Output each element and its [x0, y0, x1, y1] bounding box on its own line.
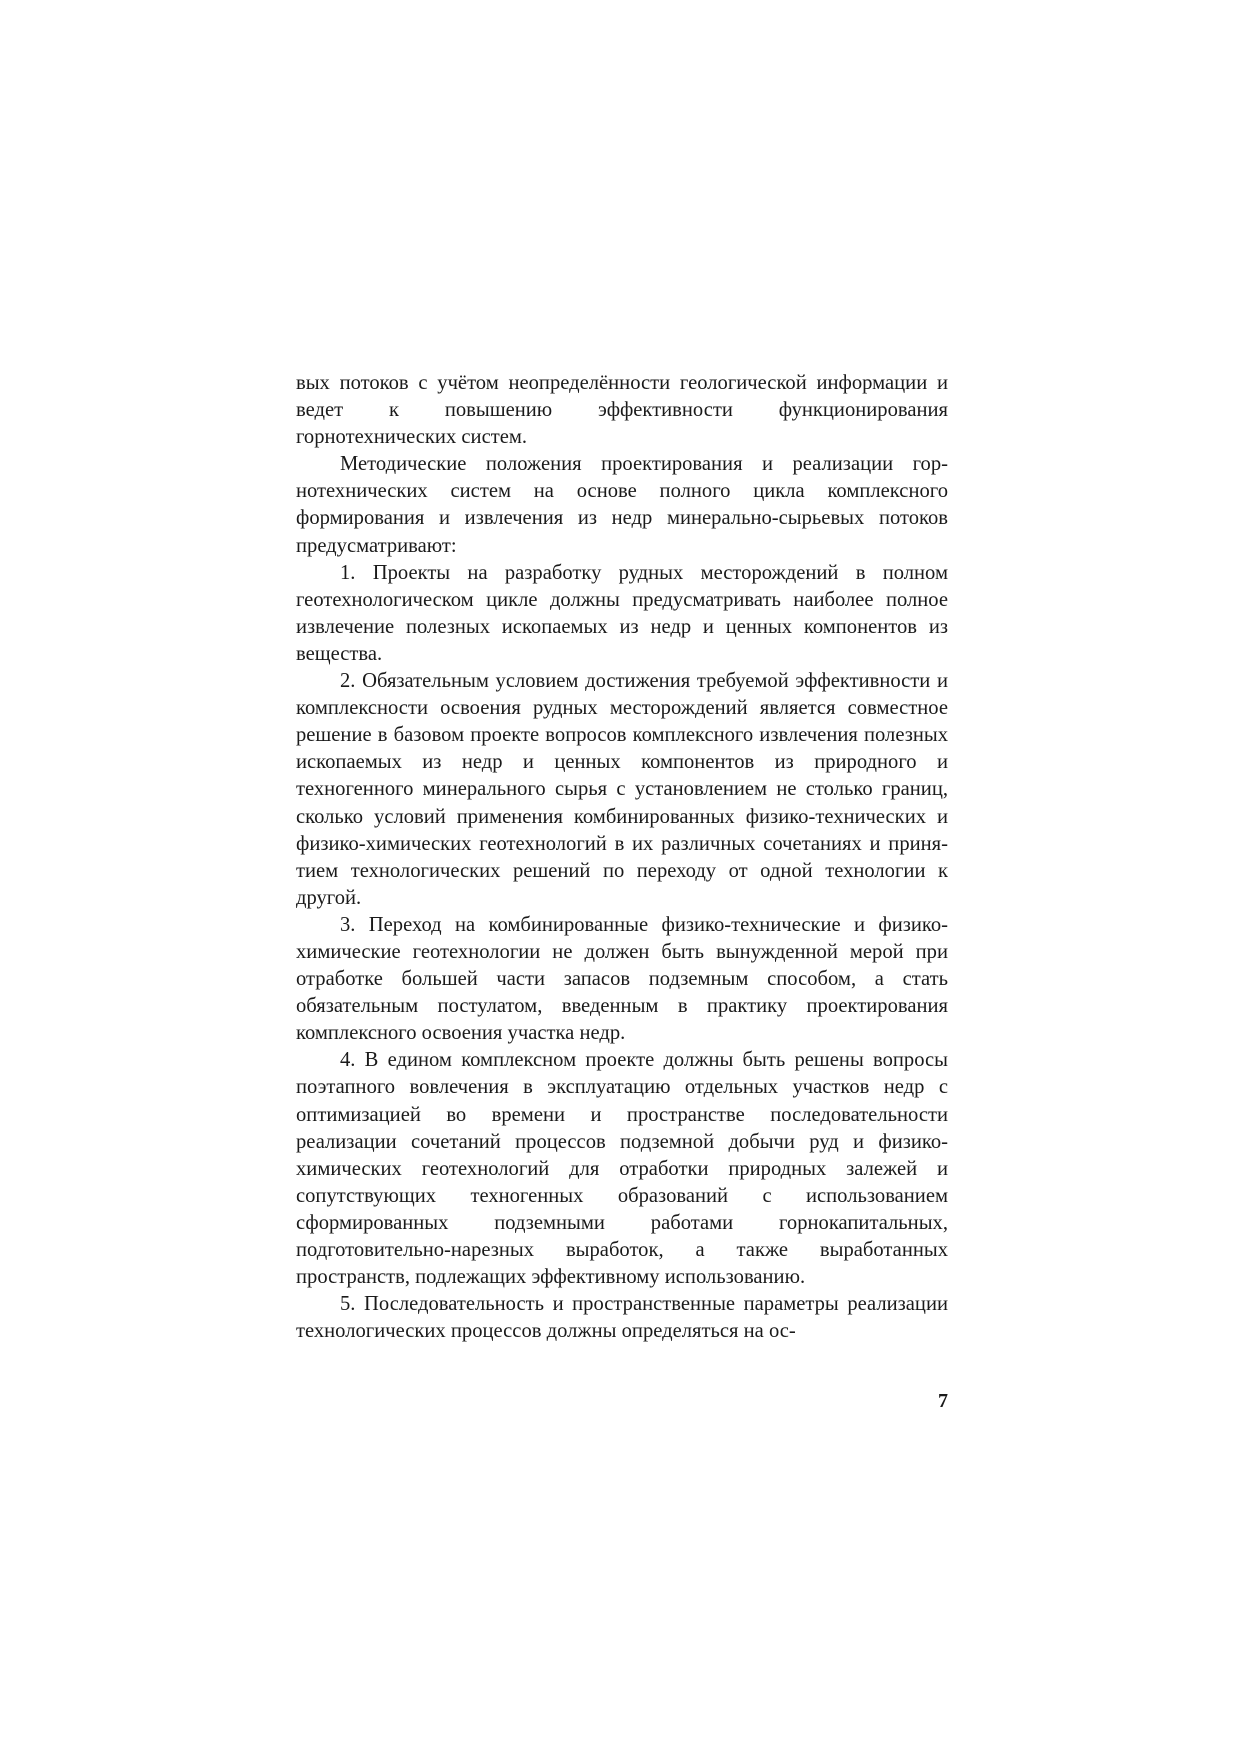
list-item-1: 1. Проекты на разработку рудных месторождений в полном геотехнологическом цикле должны предусматривать наиболее полное извлечение полезных ископаемых из недр и ценных компонентов из вещества.: [296, 561, 948, 665]
list-item-3: 3. Переход на комбинированные физико-технические и физико-химические геотехнологии не должен быть вынужденной мерой при отработке большей части запасов подземным способом, а стать обязательным постулатом, введенным в практику проектирования комплексного освоения участка недр.: [296, 913, 948, 1045]
paragraph-methodology-intro: Методические положения проектирования и реализации горнотехнических систем на основе полного цикла комплексного формирования и извлечения из недр минерально-сырьевых потоков предусматривают:: [296, 453, 948, 557]
page-number: 7: [938, 1390, 948, 1412]
list-item-5: 5. Последовательность и пространственные параметры реализации технологических процессов должны определяться на ос-: [296, 1293, 948, 1343]
list-item-4: 4. В едином комплексном проекте должны быть решены вопросы поэтапного вовлечения в эксплуатацию отдельных участков недр с оптимизацией во времени и пространстве последовательности реализации сочетаний процессов подземной добычи руд и физико-химических геотехнологий для отработки природных залежей и сопутствующих техногенных образований с использованием сформированных подземными работами горнокапитальных, подготовительно-нарезных выработок, а также выработанных пространств, подлежащих эффективному использованию.: [296, 1049, 948, 1289]
list-item-2: 2. Обязательным условием достижения требуемой эффективности и комплексности освоения рудных месторождений является совместное решение в базовом проекте вопросов комплексного извлечения полезных ископаемых из недр и ценных компонентов из природного и техногенного минерального сырья с установлением не столько границ, сколько условий применения комбинированных физико-технических и физико-химических геотехнологий в их различных сочетаниях и принятием технологических решений по переходу от одной технологии к другой.: [296, 670, 948, 909]
paragraph-continuation: вых потоков с учётом неопределённости геологической информации и ведет к повышению эффективности функционирования горнотехнических систем.: [296, 372, 948, 449]
page-body: [296, 370, 948, 1345]
